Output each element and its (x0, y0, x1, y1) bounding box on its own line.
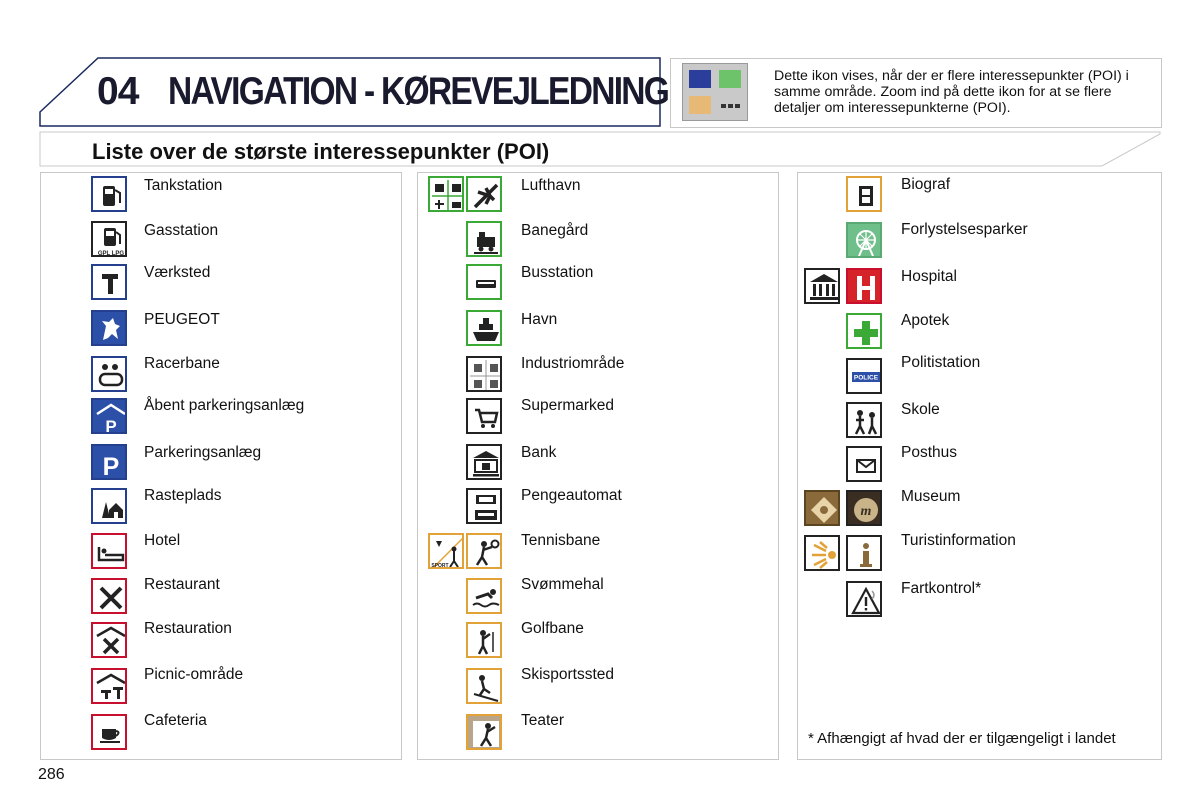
shopping-cart-icon (466, 398, 502, 434)
golfer-icon (466, 622, 502, 658)
transport-group-icon (428, 176, 464, 212)
airplane-icon (466, 176, 502, 212)
svg-text:m: m (860, 504, 872, 519)
wrench-icon (91, 264, 127, 300)
poi-label: Restaurant (144, 576, 220, 593)
picnic-table-icon (91, 668, 127, 704)
race-track-icon (91, 356, 127, 392)
poi-label: Busstation (521, 264, 594, 281)
police-icon (846, 358, 882, 394)
parking-icon (91, 444, 127, 480)
poi-label: Politistation (901, 354, 981, 371)
poi-label: Hotel (144, 532, 181, 549)
info-text: Dette ikon vises, når der er flere interessepunkter (POI) i samme område. Zoom ind på dette ikon for at se flere detaljer om interessepunkterne (POI). (774, 68, 1129, 116)
poi-label: Tennisbane (521, 532, 601, 549)
gas-icon-text: GPL LPG (97, 251, 125, 257)
pharmacy-cross-icon (846, 313, 882, 349)
poi-label: Supermarked (521, 397, 615, 414)
poi-label: Pengeautomat (521, 487, 622, 504)
poi-label: Apotek (901, 312, 950, 329)
poi-label: Forlystelsesparker (901, 221, 1028, 238)
svg-text:P: P (105, 417, 117, 436)
bank-icon (466, 444, 502, 480)
page-number: 286 (38, 766, 65, 783)
bus-icon (466, 264, 502, 300)
poi-label: Fartkontrol* (901, 580, 982, 597)
poi-label: Parkeringsanlæg (144, 444, 262, 461)
police-icon-text: POLICE (853, 374, 879, 382)
fuel-pump-icon (91, 176, 127, 212)
museum-ornament-icon (804, 490, 840, 526)
film-icon (846, 176, 882, 212)
svg-text:P: P (102, 453, 120, 481)
poi-label: Restauration (144, 620, 232, 637)
museum-icon (846, 490, 882, 526)
footnote: * Afhængigt af hvad der er tilgængeligt i landet (808, 730, 1116, 747)
hospital-h-icon (846, 268, 882, 304)
sport-icon-text: SPORT (431, 563, 449, 569)
section-subtitle: Liste over de største interessepunkter (POI) (92, 139, 550, 164)
poi-label: Picnic-område (144, 666, 244, 683)
coffee-cup-icon (91, 714, 127, 750)
poi-label: Museum (901, 488, 961, 505)
industry-icon (466, 356, 502, 392)
info-i-icon (846, 535, 882, 571)
poi-label: Cafeteria (144, 712, 207, 729)
swimmer-icon (466, 578, 502, 614)
poi-label: Turistinformation (901, 532, 1016, 549)
restaurant-house-icon (91, 622, 127, 658)
chapter-number: 04 (97, 70, 139, 113)
public-building-icon (804, 268, 840, 304)
tennis-icon (466, 533, 502, 569)
poi-label: Svømmehal (521, 576, 604, 593)
poi-label: Skole (901, 401, 940, 418)
sport-group-icon (428, 533, 464, 569)
poi-label: Hospital (901, 268, 957, 285)
poi-label: Værksted (144, 264, 211, 281)
poi-label: Lufthavn (521, 177, 581, 194)
poi-label: Tankstation (144, 177, 223, 194)
poi-label: Gasstation (144, 222, 219, 239)
ship-icon (466, 310, 502, 346)
poi-label: Skisportssted (521, 666, 615, 683)
poi-label: Bank (521, 444, 557, 461)
multiple-poi-icon (682, 63, 748, 121)
theater-icon (466, 714, 502, 750)
poi-label: Banegård (521, 222, 589, 239)
poi-label: Havn (521, 311, 558, 328)
ferris-wheel-icon (846, 222, 882, 258)
gas-pump-icon (91, 221, 127, 257)
skier-icon (466, 668, 502, 704)
fork-knife-icon (91, 578, 127, 614)
chapter-title: NAVIGATION - KØREVEJLEDNING (168, 70, 669, 113)
poi-label: Racerbane (144, 355, 220, 372)
children-icon (846, 402, 882, 438)
bed-icon (91, 533, 127, 569)
poi-label: Åbent parkeringsanlæg (144, 397, 305, 414)
atm-icon (466, 488, 502, 524)
train-icon (466, 221, 502, 257)
poi-label: Industriområde (521, 355, 625, 372)
sun-rays-icon (804, 535, 840, 571)
poi-label: Posthus (901, 444, 958, 461)
poi-label: PEUGEOT (144, 311, 220, 328)
open-parking-icon (91, 398, 127, 434)
poi-label: Teater (521, 712, 565, 729)
rest-area-icon (91, 488, 127, 524)
peugeot-lion-icon (91, 310, 127, 346)
poi-label: Rasteplads (144, 487, 222, 504)
poi-label: Golfbane (521, 620, 584, 637)
poi-label: Biograf (901, 176, 951, 193)
envelope-icon (846, 446, 882, 482)
speed-camera-warning-icon (846, 581, 882, 617)
